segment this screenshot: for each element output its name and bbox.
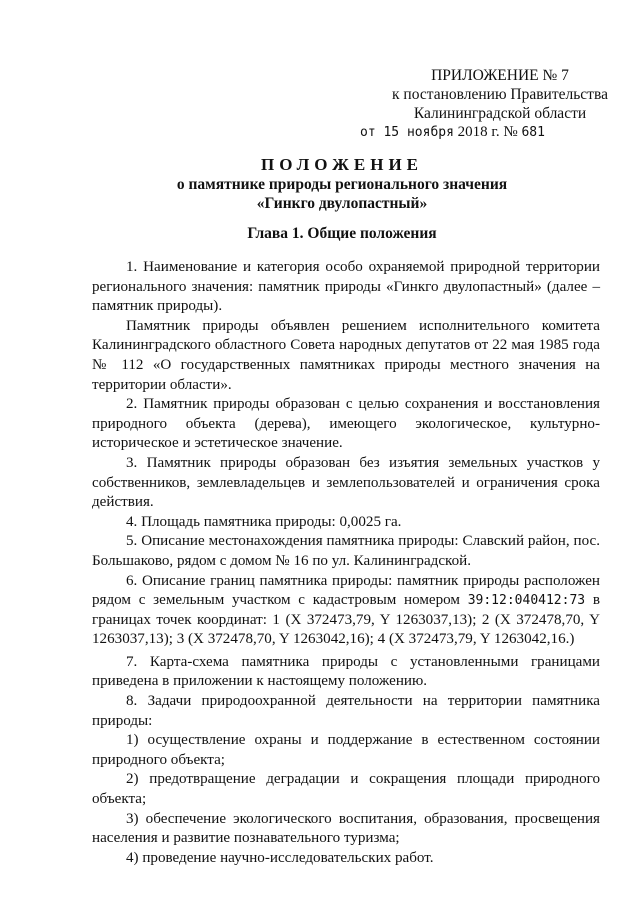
document-body	[92, 258, 600, 868]
paragraph-4: 4. Площадь памятника природы: 0,0025 га.	[126, 513, 402, 530]
paragraph-1: 1. Наименование и категория особо охраняемой природной территории регионального значения: памятник природы «Гинкго двулопастный» (далее – памятник природы).	[92, 259, 600, 315]
paragraph-8-item-4: 4) проведение научно-исследовательских работ.	[126, 849, 434, 866]
document-subtitle-2: «Гинкго двулопастный»	[256, 195, 428, 212]
appendix-date-prefix: от 15 ноября	[360, 125, 454, 140]
paragraph-6-start: 6. Описание границ памятника природы: памятник природы расположен рядом с земельным участком с кадастровым номером	[92, 572, 600, 609]
appendix-date-year: 2018 г. №	[457, 124, 518, 140]
paragraph-8-item-3: 3) обеспечение экологического воспитания, образования, просвещения населения и развитие познавательного туризма;	[92, 810, 600, 847]
cadastral-number: 39:12:040412:73	[467, 593, 586, 609]
document-title: ПОЛОЖЕНИЕ	[261, 155, 423, 174]
appendix-date-line	[360, 123, 620, 142]
appendix-title: ПРИЛОЖЕНИЕ № 7	[431, 67, 569, 84]
paragraph-8: 8. Задачи природоохранной деятельности на территории памятника природы:	[92, 693, 600, 729]
chapter-heading: Глава 1. Общие положения	[247, 225, 437, 242]
paragraph-6	[92, 572, 600, 650]
paragraph-5: 5. Описание местонахождения памятника природы: Славский район, пос. Большаково, рядом с домом № 16 по ул. Калининградской.	[92, 533, 600, 569]
document-heading	[92, 155, 592, 213]
paragraph-1b: Памятник природы объявлен решением исполнительного комитета Калининградского областного Совета народных депутатов от 22 мая 1985 года № 112 «О государственных памятниках природы местного значения на территории области».	[92, 317, 600, 393]
paragraph-6-end: в границах точек координат: 1 (X 372473,79, Y 1263037,13); 2 (X 372478,70, Y 1263037,13); 3 (X 372478,70, Y 1263042,16); 4 (X 372473,79, Y 1263042,16.)	[92, 592, 600, 648]
appendix-region-line: Калининградской области	[413, 105, 587, 122]
paragraph-8-item-2: 2) предотвращение деградации и сокращения площади природного объекта;	[92, 771, 600, 808]
paragraph-7: 7. Карта-схема памятника природы с установленными границами приведена в приложении к настоящему положению.	[92, 653, 600, 690]
paragraph-2: 2. Памятник природы образован с целью сохранения и восстановления природного объекта (дерева), имеющего экологическое, культурно-историческое и эстетическое значение.	[92, 396, 600, 452]
document-subtitle-1: о памятнике природы регионального значения	[176, 176, 508, 193]
appendix-date-number: 681	[521, 125, 545, 140]
appendix-decree-line: к постановлению Правительства	[392, 86, 608, 103]
paragraph-3: 3. Памятник природы образован без изъятия земельных участков у собственников, землевладельцев и землепользователей и ограничения срока действия.	[92, 454, 600, 511]
paragraph-8-item-1: 1) осуществление охраны и поддержание в естественном состоянии природного объекта;	[92, 732, 600, 768]
appendix-header	[360, 66, 620, 142]
